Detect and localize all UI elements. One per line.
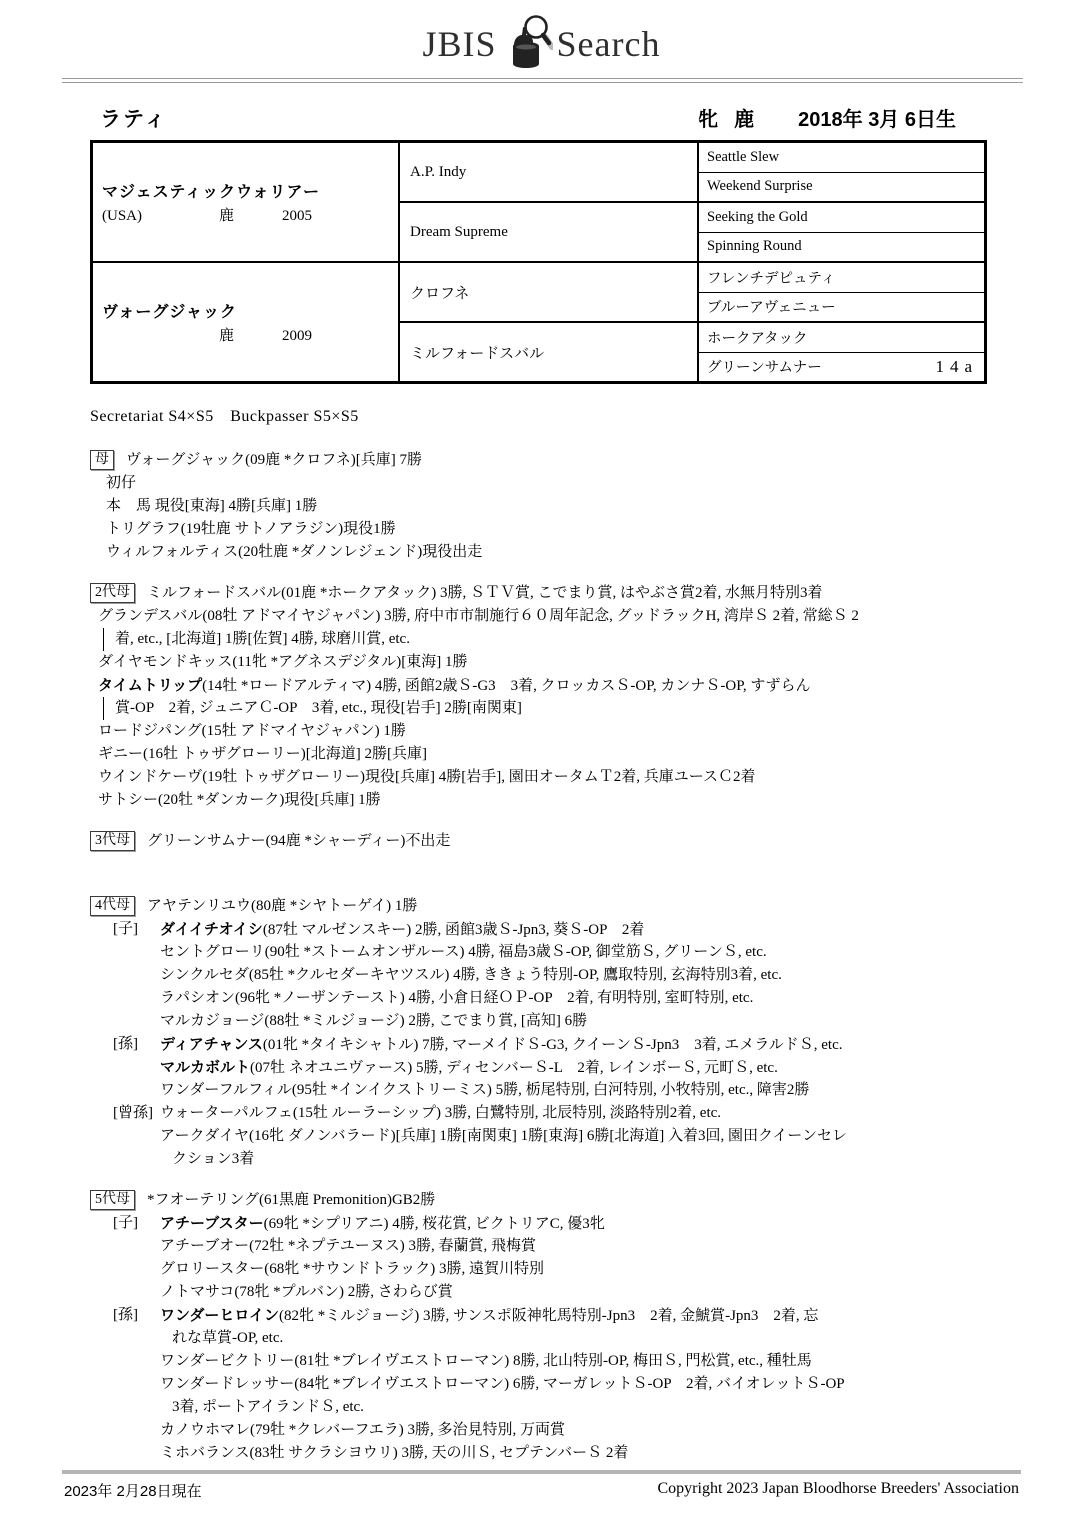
copyright-notice: Copyright 2023 Japan Bloodhorse Breeders' Association [657,1480,1019,1497]
horse-sex: 牝 [698,109,719,131]
line-text: グランデスバル(08牡 アドマイヤジャパン) 3勝, 府中市市制施行６０周年記念, グッドラックH, 湾岸Ｓ 2着, 常総Ｓ 2 [98,608,859,624]
title-row [90,103,990,133]
dam-info [102,324,398,345]
line-text: (87牡 マルゼンスキー) 2勝, 函館3歳Ｓ-Jpn3, 葵Ｓ-OP 2着 [262,922,645,938]
gg-name: グリーンサムナー [707,360,822,377]
line-text: 本 馬 現役[東海] 4勝[兵庫] 1勝 [106,498,318,514]
line-text: れな草賞-OP, etc. [172,1330,284,1346]
pedigree-table [90,140,987,384]
pedigree-line [90,1258,990,1281]
generation-section-5代母 [90,1189,990,1465]
pedigree-line [90,766,990,789]
sire-coat: 鹿 [219,208,235,224]
line-text: ギニー(16牡 トゥザグローリー)[北海道] 2勝[兵庫] [98,746,427,762]
generation-tag-box: 3代母 [90,831,135,851]
horse-profile [698,103,956,132]
sire-info [102,204,398,225]
line-text: トリグラフ(19牡鹿 サトノアラジン)現役1勝 [106,521,396,537]
pedigree-line [90,449,990,472]
line-text: ワンダーフルフィル(95牡 *インイクストリーミス) 5勝, 栃尾特別, 白河特別, 小牧特別, etc., 障害2勝 [160,1082,810,1098]
dam-dam-cell: ミルフォードスバル [410,345,545,362]
gg-cell: ホークアタック [699,323,984,353]
pedigree-line [90,1419,990,1442]
pedigree-line [90,628,990,651]
pedigree-line [90,895,990,918]
sire-sire-cell: A.P. Indy [400,143,697,203]
pedigree-line [90,918,990,941]
inbreeding-note: Secretariat S4×S5 Buckpasser S5×S5 [90,408,359,425]
line-text: ワンダードレッサー(84牝 *ブレイヴエストローマン) 6勝, マーガレットＳ-OP 2着, バイオレットＳ-OP [160,1376,845,1392]
dam-name: ヴォーグジャック [102,304,238,321]
descendant-degree-label: [子] [113,1215,138,1231]
line-text: (01牝 *タイキシャトル) 7勝, マーメイドＳ-G3, クイーンＳ-Jpn3 3着, エメラルドＳ, etc. [262,1037,843,1053]
line-text: (07牡 ネオユニヴァース) 5勝, ディセンバーＳ-L 2着, レインボーＳ, 元町Ｓ, etc. [250,1060,778,1076]
descendant-degree-label: [子] [113,921,138,937]
pedigree-line [90,674,990,697]
line-text: ロードジパング(15牡 アドマイヤジャパン) 1勝 [98,723,406,739]
dam-coat: 鹿 [219,328,235,344]
pedigree-line [90,495,990,518]
descendant-degree-label: [孫] [113,1036,138,1052]
sire-name: マジェスティックウォリアー [102,184,320,201]
jbis-horse-magnifier-icon [501,14,553,75]
data-as-of-date: 2023年 2月28日現在 [64,1483,202,1500]
line-text: ミホバランス(83牡 サクラシヨウリ) 3勝, 天の川Ｓ, セプテンバーＳ 2着 [160,1445,629,1461]
line-text: ウィルフォルティス(20牡鹿 *ダノンレジェンド)現役出走 [106,544,483,560]
gg-cell: ブルーアヴェニュー [699,293,984,324]
pedigree-line [90,964,990,987]
pedigree-line [90,541,990,564]
pedigree-line [90,605,990,628]
logo-search-text: Search [556,24,661,64]
pedigree-line [90,1281,990,1304]
pedigree-line [90,1033,990,1056]
pedigree-line [90,1212,990,1235]
pedigree-line [90,941,990,964]
pedigree-line [90,472,990,495]
gg-cell: Weekend Surprise [699,173,984,204]
line-text: セントグローリ(90牡 *ストームオンザルース) 4勝, 福島3歳Ｓ-OP, 御堂筋Ｓ, グリーンＳ, etc. [160,944,767,960]
pedigree-line [90,1056,990,1079]
pedigree-line [90,720,990,743]
dam-cell [93,263,398,381]
line-text: クション3着 [172,1151,255,1167]
line-text: グリーンサムナー(94鹿 *シャーディー)不出走 [147,833,451,849]
pedigree-line [90,697,990,720]
line-text: ワンダービクトリー(81牡 *ブレイヴエストローマン) 8勝, 北山特別-OP, 梅田Ｓ, 門松賞, etc., 種牡馬 [160,1353,812,1369]
pedigree-line [90,1148,990,1171]
gg-cell [699,353,984,382]
continuation-bar [103,697,104,720]
pedigree-line [90,582,990,605]
pedigree-greatgrandparents-column [697,143,984,381]
generation-section-2代母 [90,582,990,812]
line-text: マルカジョージ(88牡 *ミルジョージ) 2勝, こでまり賞, [高知] 6勝 [160,1013,588,1029]
continuation-bar [103,628,104,651]
sire-origin: (USA) [102,208,142,224]
pedigree-line [90,1350,990,1373]
generation-section-3代母 [90,830,990,853]
gg-cell: Seattle Slew [699,143,984,173]
pedigree-line [90,1010,990,1033]
horse-coat: 鹿 [734,109,755,131]
family-number: 14a [935,356,978,376]
line-text: アチーブオー(72牡 *ネプテユーヌス) 3勝, 春蘭賞, 飛梅賞 [160,1238,536,1254]
line-text: カノウホマレ(79牡 *クレバーフエラ) 3勝, 多治見特別, 万両賞 [160,1422,565,1438]
sire-cell [93,143,398,263]
pedigree-line [90,518,990,541]
generation-tag-box: 4代母 [90,896,135,916]
dam-sire-cell: クロフネ [400,263,697,323]
pedigree-line [90,1373,990,1396]
line-text: (82牝 *ミルジョージ) 3勝, サンスポ阪神牝馬特別-Jpn3 2着, 金鯱賞-Jpn3 2着, 忘 [278,1308,819,1324]
footer-divider [62,1470,1021,1474]
pedigree-line [90,1327,990,1350]
gg-cell: Seeking the Gold [699,203,984,233]
line-text: サトシー(20牡 *ダンカーク)現役[兵庫] 1勝 [98,792,381,808]
pedigree-line [90,789,990,812]
line-text: 着, etc., [北海道] 1勝[佐賀] 4勝, 球磨川賞, etc. [115,631,410,647]
pedigree-line [90,1079,990,1102]
header-divider [62,78,1023,83]
pedigree-line [90,1235,990,1258]
generation-tag-box: 母 [90,450,114,470]
line-text: シンクルセダ(85牡 *クルセダーキヤツスル) 4勝, ききょう特別-OP, 鷹取特別, 玄海特別3着, etc. [160,967,782,983]
generation-section-母 [90,449,990,564]
pedigree-line [90,1396,990,1419]
pedigree-grandparents-column [398,143,697,381]
gg-cell: Spinning Round [699,233,984,264]
notable-horse-name: アチーブスター [160,1215,264,1232]
descendant-degree-label: [孫] [113,1307,138,1323]
line-text: (14牡 *ロードアルティマ) 4勝, 函館2歳Ｓ-G3 3着, クロッカスＳ-OP, カンナＳ-OP, すずらん [202,678,811,694]
line-text: アークダイヤ(16牝 ダノンバラード)[兵庫] 1勝[南関東] 1勝[東海] 6勝[北海道] 入着3回, 園田クイーンセレ [160,1128,848,1144]
sire-dam-cell: Dream Supreme [400,203,697,263]
sire-year: 2005 [282,208,312,224]
line-text: ダイヤモンドキッス(11牝 *アグネスデジタル)[東海] 1勝 [98,654,468,670]
logo-jbis-text: JBIS [422,24,497,64]
notable-horse-name: ワンダーヒロイン [160,1307,279,1324]
gg-cell: フレンチデピュティ [699,263,984,293]
pedigree-parents-column [93,143,398,381]
line-text: *フオーテリング(61黒鹿 Premonition)GB2勝 [147,1192,436,1208]
horse-birthdate: 2018年 3月 6日生 [798,109,956,131]
generation-tag-box: 2代母 [90,583,135,603]
dam-year: 2009 [282,328,312,344]
notable-horse-name: ディアチャンス [160,1036,263,1053]
pedigree-line [90,1125,990,1148]
notable-horse-name: タイムトリップ [98,677,203,694]
pedigree-line [90,1102,990,1125]
generation-section-4代母 [90,895,990,1171]
pedigree-line [90,987,990,1010]
page-title-horse-name: ラティ [100,108,168,131]
line-text: アヤテンリユウ(80鹿 *シヤトーゲイ) 1勝 [147,898,418,914]
notable-horse-name: ダイイチオイシ [160,921,263,938]
pedigree-line [90,830,990,853]
generation-tag-box: 5代母 [90,1190,135,1210]
jbis-search-logo [0,0,1083,76]
pedigree-line [90,1442,990,1465]
line-text: 初仔 [106,475,137,491]
pedigree-line [90,1189,990,1212]
line-text: ウインドケーヴ(19牡 トゥザグローリー)現役[兵庫] 4勝[岩手], 園田オータムＴ2着, 兵庫ユースＣ2着 [98,769,756,785]
line-text: ミルフォードスバル(01鹿 *ホークアタック) 3勝, ＳＴＶ賞, こでまり賞, はやぶさ賞2着, 水無月特別3着 [147,585,823,601]
line-text: グロリースター(68牝 *サウンドトラック) 3勝, 遠賀川特別 [160,1261,544,1277]
page-footer [0,1470,1083,1501]
line-text: (69牝 *シプリアニ) 4勝, 桜花賞, ビクトリアC, 優3牝 [263,1216,605,1232]
line-text: 3着, ポートアイランドＳ, etc. [172,1399,364,1415]
line-text: ヴォーグジャック(09鹿 *クロフネ)[兵庫] 7勝 [126,452,422,468]
line-text: ウォーターパルフェ(15牡 ルーラーシップ) 3勝, 白鷺特別, 北辰特別, 淡路特別2着, etc. [160,1105,722,1121]
pedigree-line [90,743,990,766]
line-text: 賞-OP 2着, ジュニアＣ-OP 3着, etc., 現役[岩手] 2勝[南関東] [115,700,522,716]
notable-horse-name: マルカボルト [160,1059,251,1076]
descendant-degree-label: [曾孫] [113,1105,153,1121]
line-text: ノトマサコ(78牝 *プルバン) 2勝, さわらび賞 [160,1284,453,1300]
pedigree-line [90,1304,990,1327]
line-text: ラパシオン(96牝 *ノーザンテースト) 4勝, 小倉日経ＯＰ-OP 2着, 有明特別, 室町特別, etc. [160,990,754,1006]
female-line-sections [90,449,990,1465]
pedigree-line [90,651,990,674]
